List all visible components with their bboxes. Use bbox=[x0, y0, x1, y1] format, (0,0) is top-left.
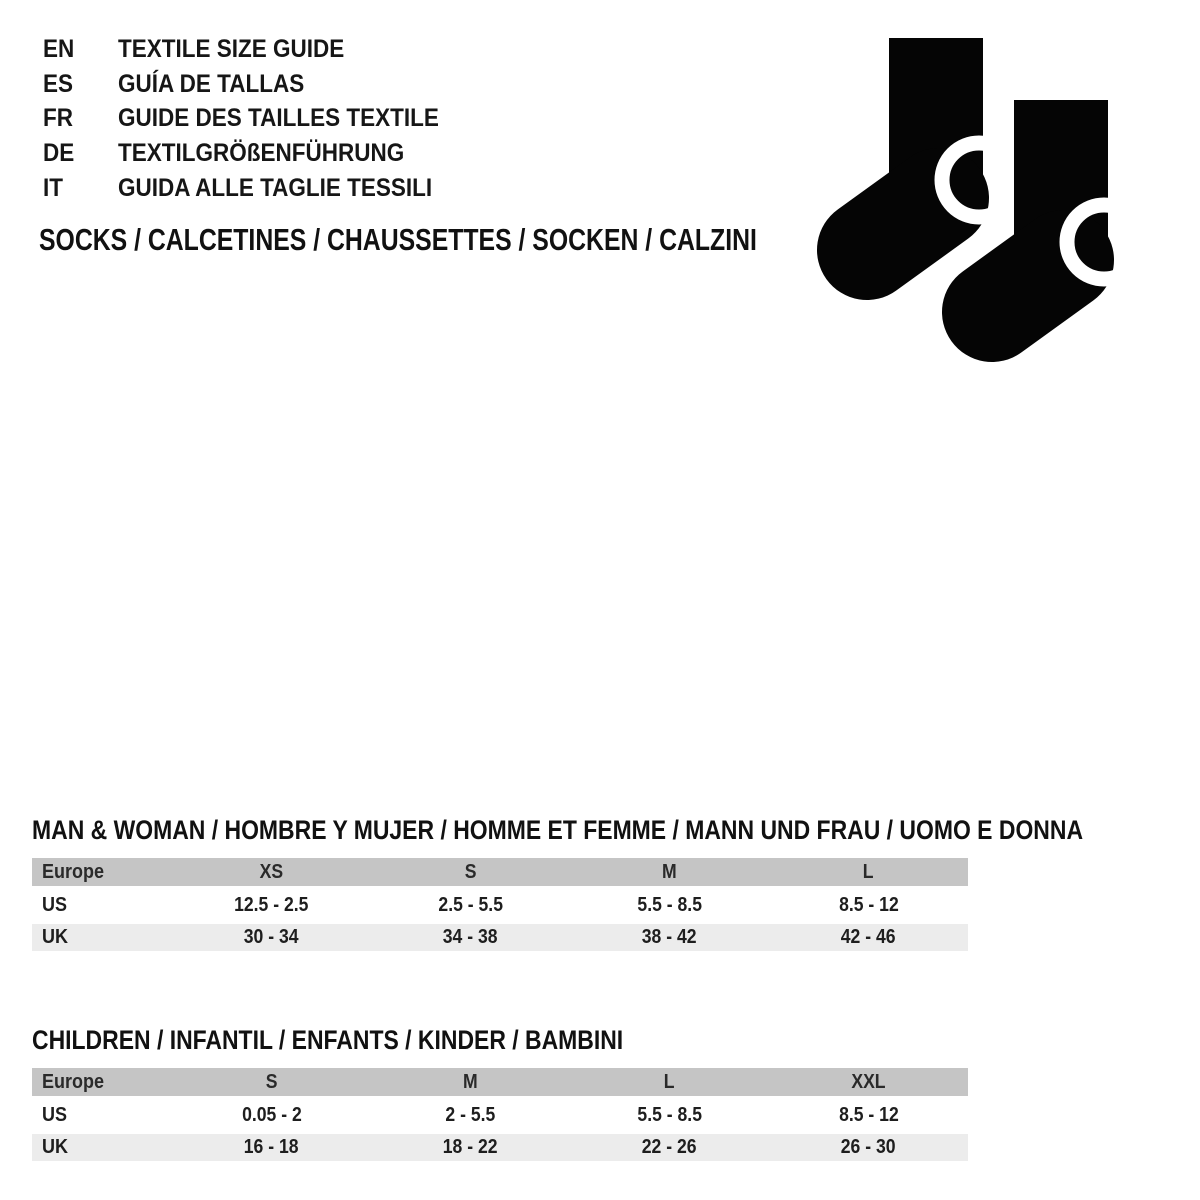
language-label: GUIDA ALLE TAGLIE TESSILI bbox=[118, 174, 433, 203]
header-cell-size: L bbox=[863, 860, 874, 883]
header-cell-europe: Europe bbox=[42, 1070, 105, 1093]
size-value-cell: 5.5 - 8.5 bbox=[637, 893, 702, 916]
row-label: US bbox=[42, 893, 68, 916]
language-row bbox=[43, 136, 475, 171]
row-label: UK bbox=[42, 1136, 69, 1158]
table-row-uk bbox=[32, 924, 968, 951]
size-value-cell: 38 - 42 bbox=[642, 926, 697, 948]
table-title-children: CHILDREN / INFANTIL / ENFANTS / KINDER / BAMBINI bbox=[32, 1025, 624, 1055]
language-code: DE bbox=[43, 139, 75, 168]
size-value-cell: 30 - 34 bbox=[244, 926, 299, 948]
table-row-uk bbox=[32, 1134, 968, 1161]
language-label: GUIDE DES TAILLES TEXTILE bbox=[118, 104, 439, 133]
language-code: IT bbox=[43, 174, 63, 203]
sock-left bbox=[867, 38, 1016, 250]
language-row bbox=[43, 171, 475, 206]
table-row-us bbox=[32, 890, 968, 920]
table-title-man-woman: MAN & WOMAN / HOMBRE Y MUJER / HOMME ET FEMME / MANN UND FRAU / UOMO E DONNA bbox=[32, 815, 1084, 845]
language-label: TEXTILGRÖßENFÜHRUNG bbox=[118, 139, 405, 168]
size-value-cell: 34 - 38 bbox=[443, 926, 498, 948]
size-value-cell: 0.05 - 2 bbox=[241, 1103, 302, 1126]
sock-right bbox=[992, 100, 1140, 312]
language-label: TEXTILE SIZE GUIDE bbox=[118, 34, 345, 63]
header-cell-europe: Europe bbox=[42, 860, 105, 883]
socks-icon bbox=[800, 20, 1140, 370]
row-label: US bbox=[42, 1103, 68, 1126]
size-value-cell: 5.5 - 8.5 bbox=[637, 1103, 702, 1126]
size-value-cell: 22 - 26 bbox=[642, 1136, 697, 1158]
size-table-children bbox=[32, 1068, 968, 1161]
header-cell-size: XS bbox=[259, 860, 284, 883]
language-code: FR bbox=[43, 104, 73, 133]
size-value-cell: 8.5 - 12 bbox=[838, 893, 899, 916]
language-row bbox=[43, 32, 475, 67]
header-cell-size: XXL bbox=[851, 1070, 886, 1093]
size-value-cell: 8.5 - 12 bbox=[838, 1103, 899, 1126]
header-cell-size: S bbox=[265, 1070, 278, 1093]
header-cell-size: L bbox=[664, 1070, 675, 1093]
size-value-cell: 12.5 - 2.5 bbox=[234, 893, 309, 916]
table-header-row bbox=[32, 1068, 968, 1096]
size-table-man-woman bbox=[32, 858, 968, 951]
size-value-cell: 16 - 18 bbox=[244, 1136, 299, 1158]
language-code: ES bbox=[43, 69, 74, 98]
header-cell-size: S bbox=[464, 860, 477, 883]
size-value-cell: 18 - 22 bbox=[443, 1136, 498, 1158]
size-value-cell: 2.5 - 5.5 bbox=[438, 893, 503, 916]
row-label: UK bbox=[42, 926, 69, 948]
language-label: GUÍA DE TALLAS bbox=[118, 69, 305, 98]
size-value-cell: 2 - 5.5 bbox=[445, 1103, 496, 1126]
table-header-row bbox=[32, 858, 968, 886]
language-list bbox=[43, 32, 475, 206]
size-value-cell: 26 - 30 bbox=[841, 1136, 896, 1158]
language-row bbox=[43, 67, 475, 102]
header-cell-size: M bbox=[662, 860, 677, 883]
language-row bbox=[43, 102, 475, 137]
size-value-cell: 42 - 46 bbox=[841, 926, 896, 948]
header-cell-size: M bbox=[463, 1070, 478, 1093]
language-code: EN bbox=[43, 34, 75, 63]
category-title: SOCKS / CALCETINES / CHAUSSETTES / SOCKEN / CALZINI bbox=[39, 222, 757, 257]
table-row-us bbox=[32, 1100, 968, 1130]
